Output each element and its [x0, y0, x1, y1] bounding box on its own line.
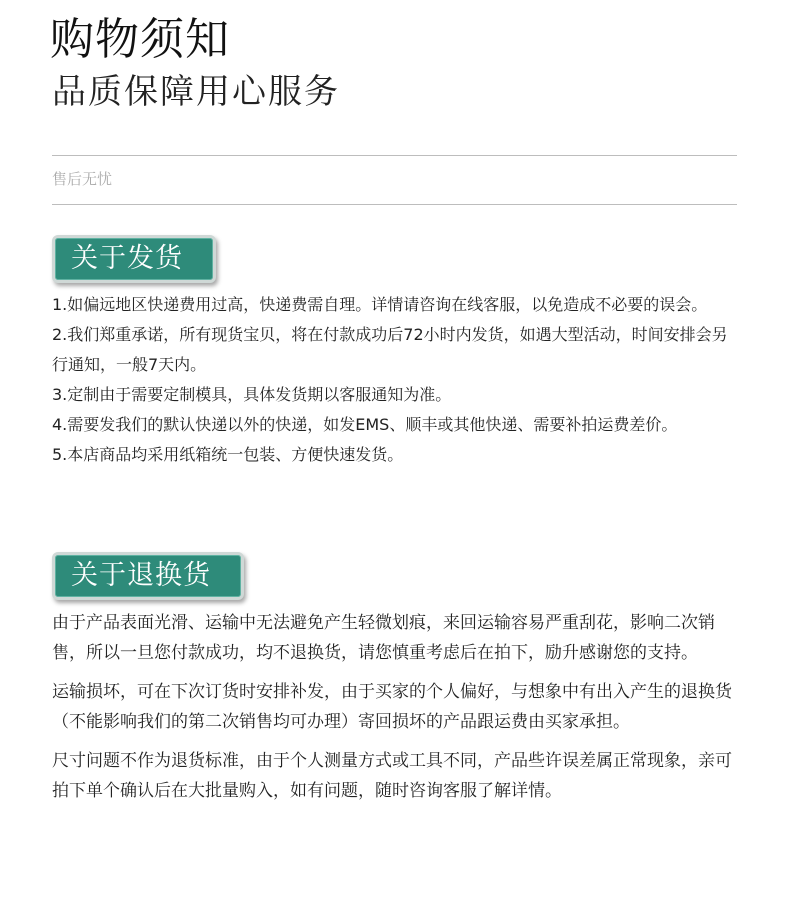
returns-policy-text [52, 608, 742, 815]
list-item: 1.如偏远地区快递费用过高，快递费需自理。详情请咨询在线客服，以免造成不必要的误会。 [52, 295, 708, 314]
list-item: 2.我们郑重承诺，所有现货宝贝，将在付款成功后72小时内发货，如遇大型活动，时间安排会另行通知，一般7天内。 [52, 325, 728, 374]
returns-paragraph: 尺寸问题不作为退货标准，由于个人测量方式或工具不同，产品些许误差属正常现象，亲可拍下单个确认后在大批量购入，如有问题，随时咨询客服了解详情。 [52, 751, 732, 801]
returns-section-heading: 关于退换货 [52, 552, 244, 600]
shipping-section-heading: 关于发货 [52, 235, 216, 283]
returns-paragraph: 由于产品表面光滑、运输中无法避免产生轻微划痕，来回运输容易严重刮花，影响二次销售，所以一旦您付款成功，均不退换货，请您慎重考虑后在拍下，励升感谢您的支持。 [52, 613, 715, 663]
after-sale-tag: 售后无忧 [52, 170, 113, 188]
shipping-policy-list [52, 290, 742, 470]
list-item: 5.本店商品均采用纸箱统一包装、方便快速发货。 [52, 445, 404, 464]
page-title: 购物须知 [50, 14, 230, 65]
list-item: 4.需要发我们的默认快递以外的快递，如发EMS、顺丰或其他快递、需要补拍运费差价。 [52, 415, 678, 434]
returns-paragraph: 运输损坏，可在下次订货时安排补发，由于买家的个人偏好，与想象中有出入产生的退换货（不能影响我们的第二次销售均可办理）寄回损坏的产品跟运费由买家承担。 [52, 682, 732, 732]
page-subtitle: 品质保障用心服务 [52, 72, 340, 112]
list-item: 3.定制由于需要定制模具，具体发货期以客服通知为准。 [52, 385, 452, 404]
divider-bottom [52, 204, 737, 205]
divider-top [52, 155, 737, 156]
